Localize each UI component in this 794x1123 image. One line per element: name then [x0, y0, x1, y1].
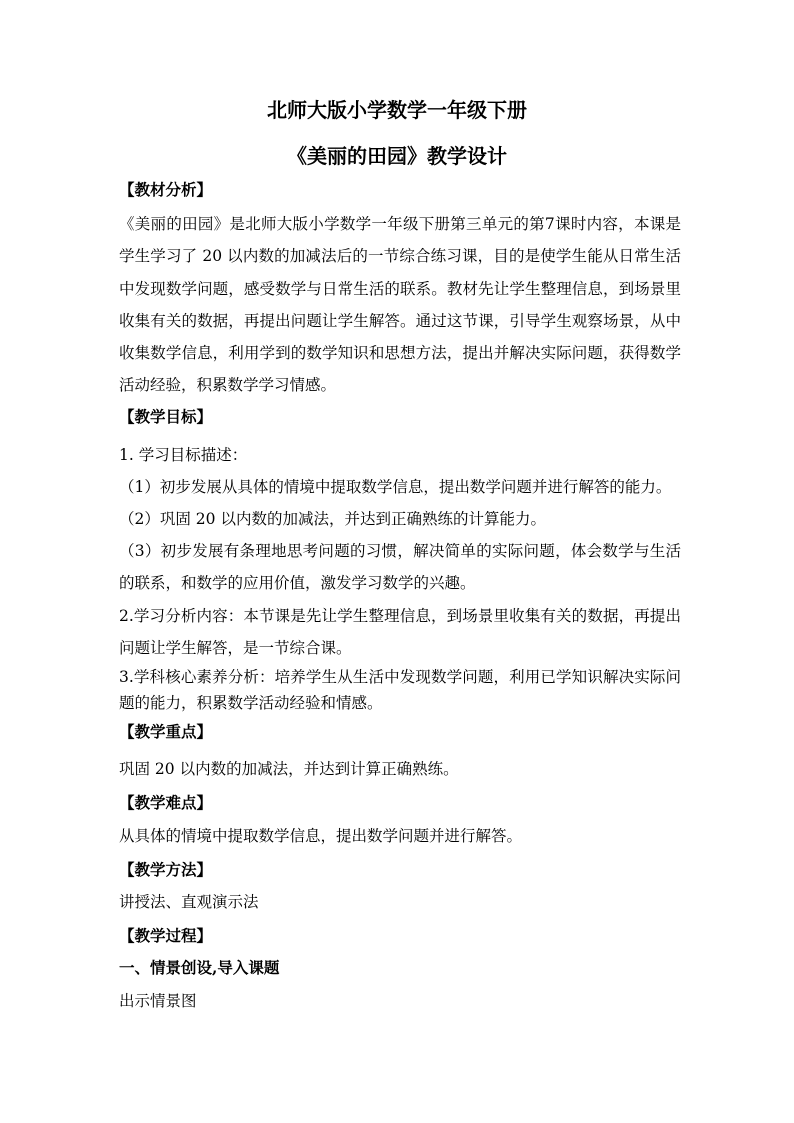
difficulties-text: 从具体的情境中提取数学信息，提出数学问题并进行解答。: [119, 826, 523, 845]
goal-2: 2.学习分析内容：本节课是先让学生整理信息，到场景里收集有关的数据，再提出问题让学生解答，是一节综合课。: [119, 606, 681, 657]
document-subtitle: 《美丽的田园》教学设计: [287, 144, 507, 168]
section-heading-analysis: 【教材分析】: [119, 180, 213, 199]
goal-1c: （3）初步发展有条理地思考问题的习惯，解决简单的实际问题，体会数学与生活的联系，和数学的应用价值，激发学习数学的兴趣。: [119, 542, 681, 593]
process-step-1-heading: 一、情景创设,导入课题: [119, 958, 280, 978]
goal-3: 3.学科核心素养分析：培养学生从生活中发现数学问题，利用已学知识解决实际问题的能力，积累数学活动经验和情感。: [119, 668, 681, 713]
process-step-1-text: 出示情景图: [119, 991, 197, 1010]
section-heading-methods: 【教学方法】: [119, 859, 213, 879]
document-title: 北师大版小学数学一年级下册: [267, 98, 527, 122]
analysis-paragraph: 《美丽的田园》是北师大版小学数学一年级下册第三单元的第7课时内容，本课是学生学习了 20 以内数的加减法后的一节综合练习课，目的是使学生能从日常生活中发现数学问题，感受数学与日常生活的联系。教材先让学生整理信息，到场景里收集有关的数据，再提出问题让学生解答。通过这节课，引导学生观察场景，从中收集数学信息，利用学到的数学知识和思想方法，提出并解决实际问题，获得数学活动经验，积累数学学习情感。: [119, 215, 681, 395]
section-heading-difficulties: 【教学难点】: [119, 793, 213, 813]
section-heading-goals: 【教学目标】: [119, 407, 213, 427]
goal-1-title: 1. 学习目标描述：: [119, 445, 248, 464]
section-heading-key-points: 【教学重点】: [119, 722, 213, 742]
goal-1b: （2）巩固 20 以内数的加减法，并达到正确熟练的计算能力。: [119, 510, 546, 529]
document-body: [119, 174, 681, 1017]
methods-text: 讲授法、直观演示法: [119, 893, 259, 912]
section-heading-process: 【教学过程】: [119, 926, 213, 946]
goal-1a: （1）初步发展从具体的情境中提取数学信息，提出数学问题并进行解答的能力。: [119, 477, 672, 496]
key-points-text: 巩固 20 以内数的加减法，并达到计算正确熟练。: [119, 760, 459, 779]
